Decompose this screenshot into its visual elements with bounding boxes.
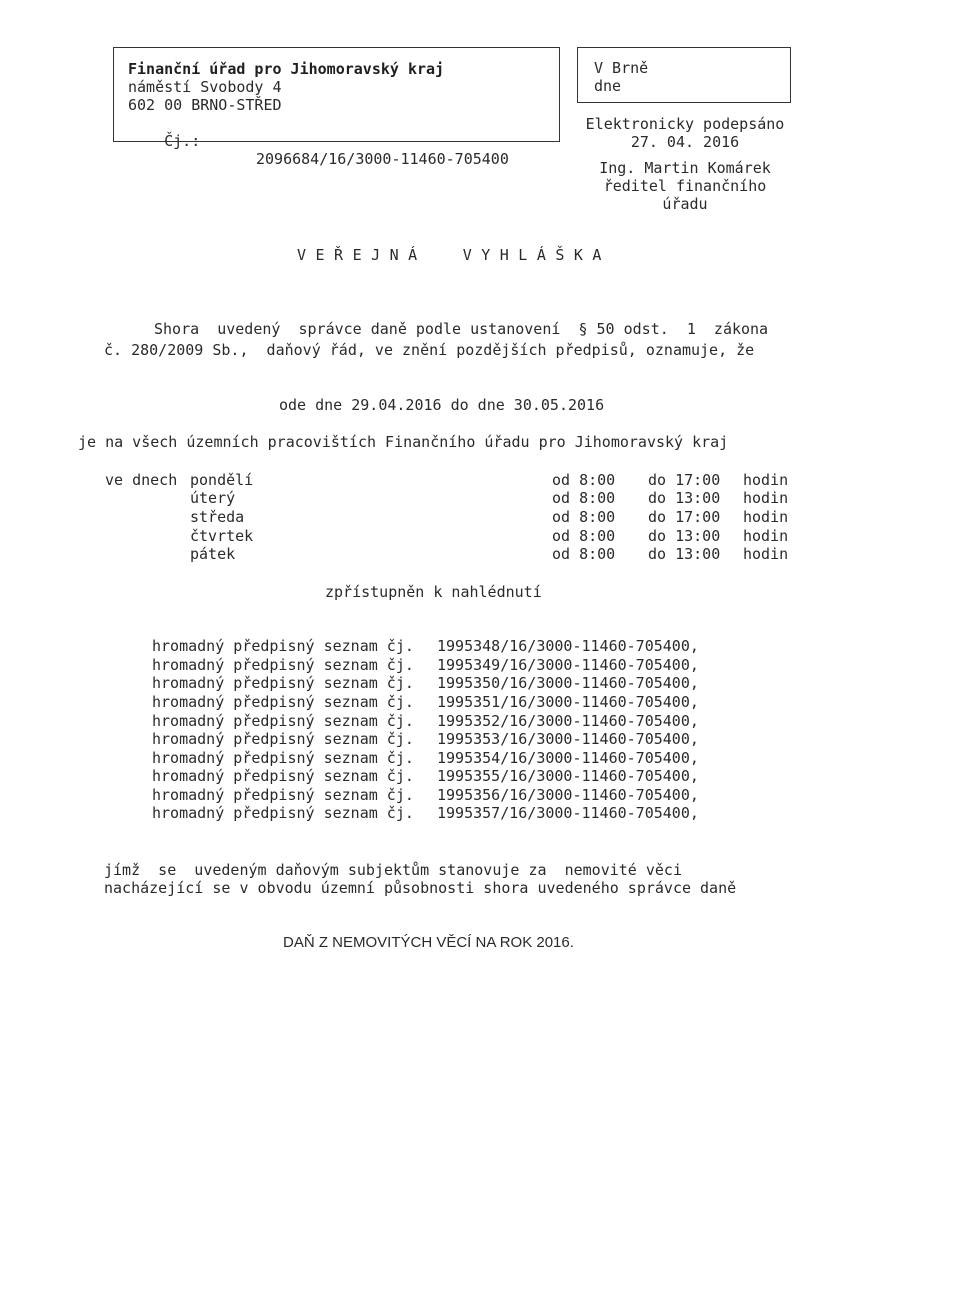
office-city: 602 00 BRNO-STŘED — [128, 96, 282, 114]
list-item — [152, 804, 699, 822]
case-reference-number: 2096684/16/3000-11460-705400 — [256, 150, 509, 168]
case-reference-label: Čj.: — [164, 132, 201, 150]
list-item — [152, 749, 699, 767]
date-label: dne — [594, 77, 622, 95]
list-item-label: hromadný předpisný seznam čj. — [152, 804, 414, 822]
location-text: je na všech územních pracovištích Finančního úřadu pro Jihomoravský kraj — [78, 433, 729, 451]
intro-line-1: Shora uvedený správce daně podle ustanovení § 50 odst. 1 zákona — [154, 320, 769, 338]
place-date-box — [577, 47, 791, 103]
schedule-to: do 13:00 — [648, 545, 721, 563]
list-item-label: hromadný předpisný seznam čj. — [152, 749, 414, 767]
tax-title: DAŇ Z NEMOVITÝCH VĚCÍ NA ROK 2016. — [283, 934, 574, 951]
office-street: náměstí Svobody 4 — [128, 78, 282, 96]
schedule-prefix: ve dnech — [105, 471, 178, 489]
schedule-day: úterý — [190, 489, 236, 507]
schedule-from: od 8:00 — [552, 471, 616, 489]
schedule-unit: hodin — [743, 508, 789, 526]
schedule-day: pátek — [190, 545, 236, 563]
schedule-from: od 8:00 — [552, 508, 616, 526]
list-item-reference: 1995348/16/3000-11460-705400, — [437, 637, 699, 655]
list-item — [152, 693, 699, 711]
heading-word-1: VEŘEJNÁ — [297, 246, 427, 264]
list-item — [152, 674, 699, 692]
schedule-from: od 8:00 — [552, 545, 616, 563]
period-text: ode dne 29.04.2016 do dne 30.05.2016 — [279, 396, 605, 414]
list-item-reference: 1995357/16/3000-11460-705400, — [437, 804, 699, 822]
list-item-reference: 1995354/16/3000-11460-705400, — [437, 749, 699, 767]
document-heading — [297, 246, 611, 264]
office-name: Finanční úřad pro Jihomoravský kraj — [128, 60, 445, 78]
place-text: V Brně — [594, 59, 649, 77]
schedule-day: středa — [190, 508, 245, 526]
signatory-role-line2: úřadu — [662, 195, 708, 213]
list-item — [152, 730, 699, 748]
list-item-reference: 1995352/16/3000-11460-705400, — [437, 712, 699, 730]
schedule-unit: hodin — [743, 489, 789, 507]
list-item-reference: 1995356/16/3000-11460-705400, — [437, 786, 699, 804]
list-item-reference: 1995355/16/3000-11460-705400, — [437, 767, 699, 785]
list-item-reference: 1995350/16/3000-11460-705400, — [437, 674, 699, 692]
intro-line-2: č. 280/2009 Sb., daňový řád, ve znění pozdějších předpisů, oznamuje, že — [104, 341, 755, 359]
schedule-to: do 17:00 — [648, 471, 721, 489]
list-item — [152, 786, 699, 804]
schedule-to: do 13:00 — [648, 527, 721, 545]
case-reference — [128, 114, 548, 186]
schedule-to: do 17:00 — [648, 508, 721, 526]
schedule-day: čtvrtek — [190, 527, 254, 545]
signature-date: 27. 04. 2016 — [630, 133, 740, 151]
signatory-name: Ing. Martin Komárek — [599, 159, 771, 177]
signature-electronic-line: Elektronicky podepsáno — [585, 115, 785, 133]
list-item-label: hromadný předpisný seznam čj. — [152, 712, 414, 730]
schedule-unit: hodin — [743, 471, 789, 489]
list-item-label: hromadný předpisný seznam čj. — [152, 730, 414, 748]
schedule-day: pondělí — [190, 471, 254, 489]
schedule-unit: hodin — [743, 545, 789, 563]
schedule-from: od 8:00 — [552, 527, 616, 545]
list-item-label: hromadný předpisný seznam čj. — [152, 656, 414, 674]
list-item-label: hromadný předpisný seznam čj. — [152, 693, 414, 711]
closing-line-1: jímž se uvedeným daňovým subjektům stanovuje za nemovité věci — [104, 861, 682, 879]
schedule-to: do 13:00 — [648, 489, 721, 507]
list-item-label: hromadný předpisný seznam čj. — [152, 637, 414, 655]
list-item-label: hromadný předpisný seznam čj. — [152, 786, 414, 804]
signatory-role-line1: ředitel finančního — [603, 177, 767, 195]
list-item-label: hromadný předpisný seznam čj. — [152, 674, 414, 692]
list-item-reference: 1995353/16/3000-11460-705400, — [437, 730, 699, 748]
list-item-reference: 1995351/16/3000-11460-705400, — [437, 693, 699, 711]
office-address-box — [113, 47, 560, 168]
list-item — [152, 712, 699, 730]
schedule-from: od 8:00 — [552, 489, 616, 507]
access-text: zpřístupněn k nahlédnutí — [325, 583, 542, 601]
list-item — [152, 637, 699, 655]
list-item-label: hromadný předpisný seznam čj. — [152, 767, 414, 785]
schedule-unit: hodin — [743, 527, 789, 545]
list-item — [152, 767, 699, 785]
closing-line-2: nacházející se v obvodu územní působnosti shora uvedeného správce daně — [104, 879, 737, 897]
heading-word-2: VYHLÁŠKA — [462, 246, 611, 264]
list-item — [152, 656, 699, 674]
list-item-reference: 1995349/16/3000-11460-705400, — [437, 656, 699, 674]
